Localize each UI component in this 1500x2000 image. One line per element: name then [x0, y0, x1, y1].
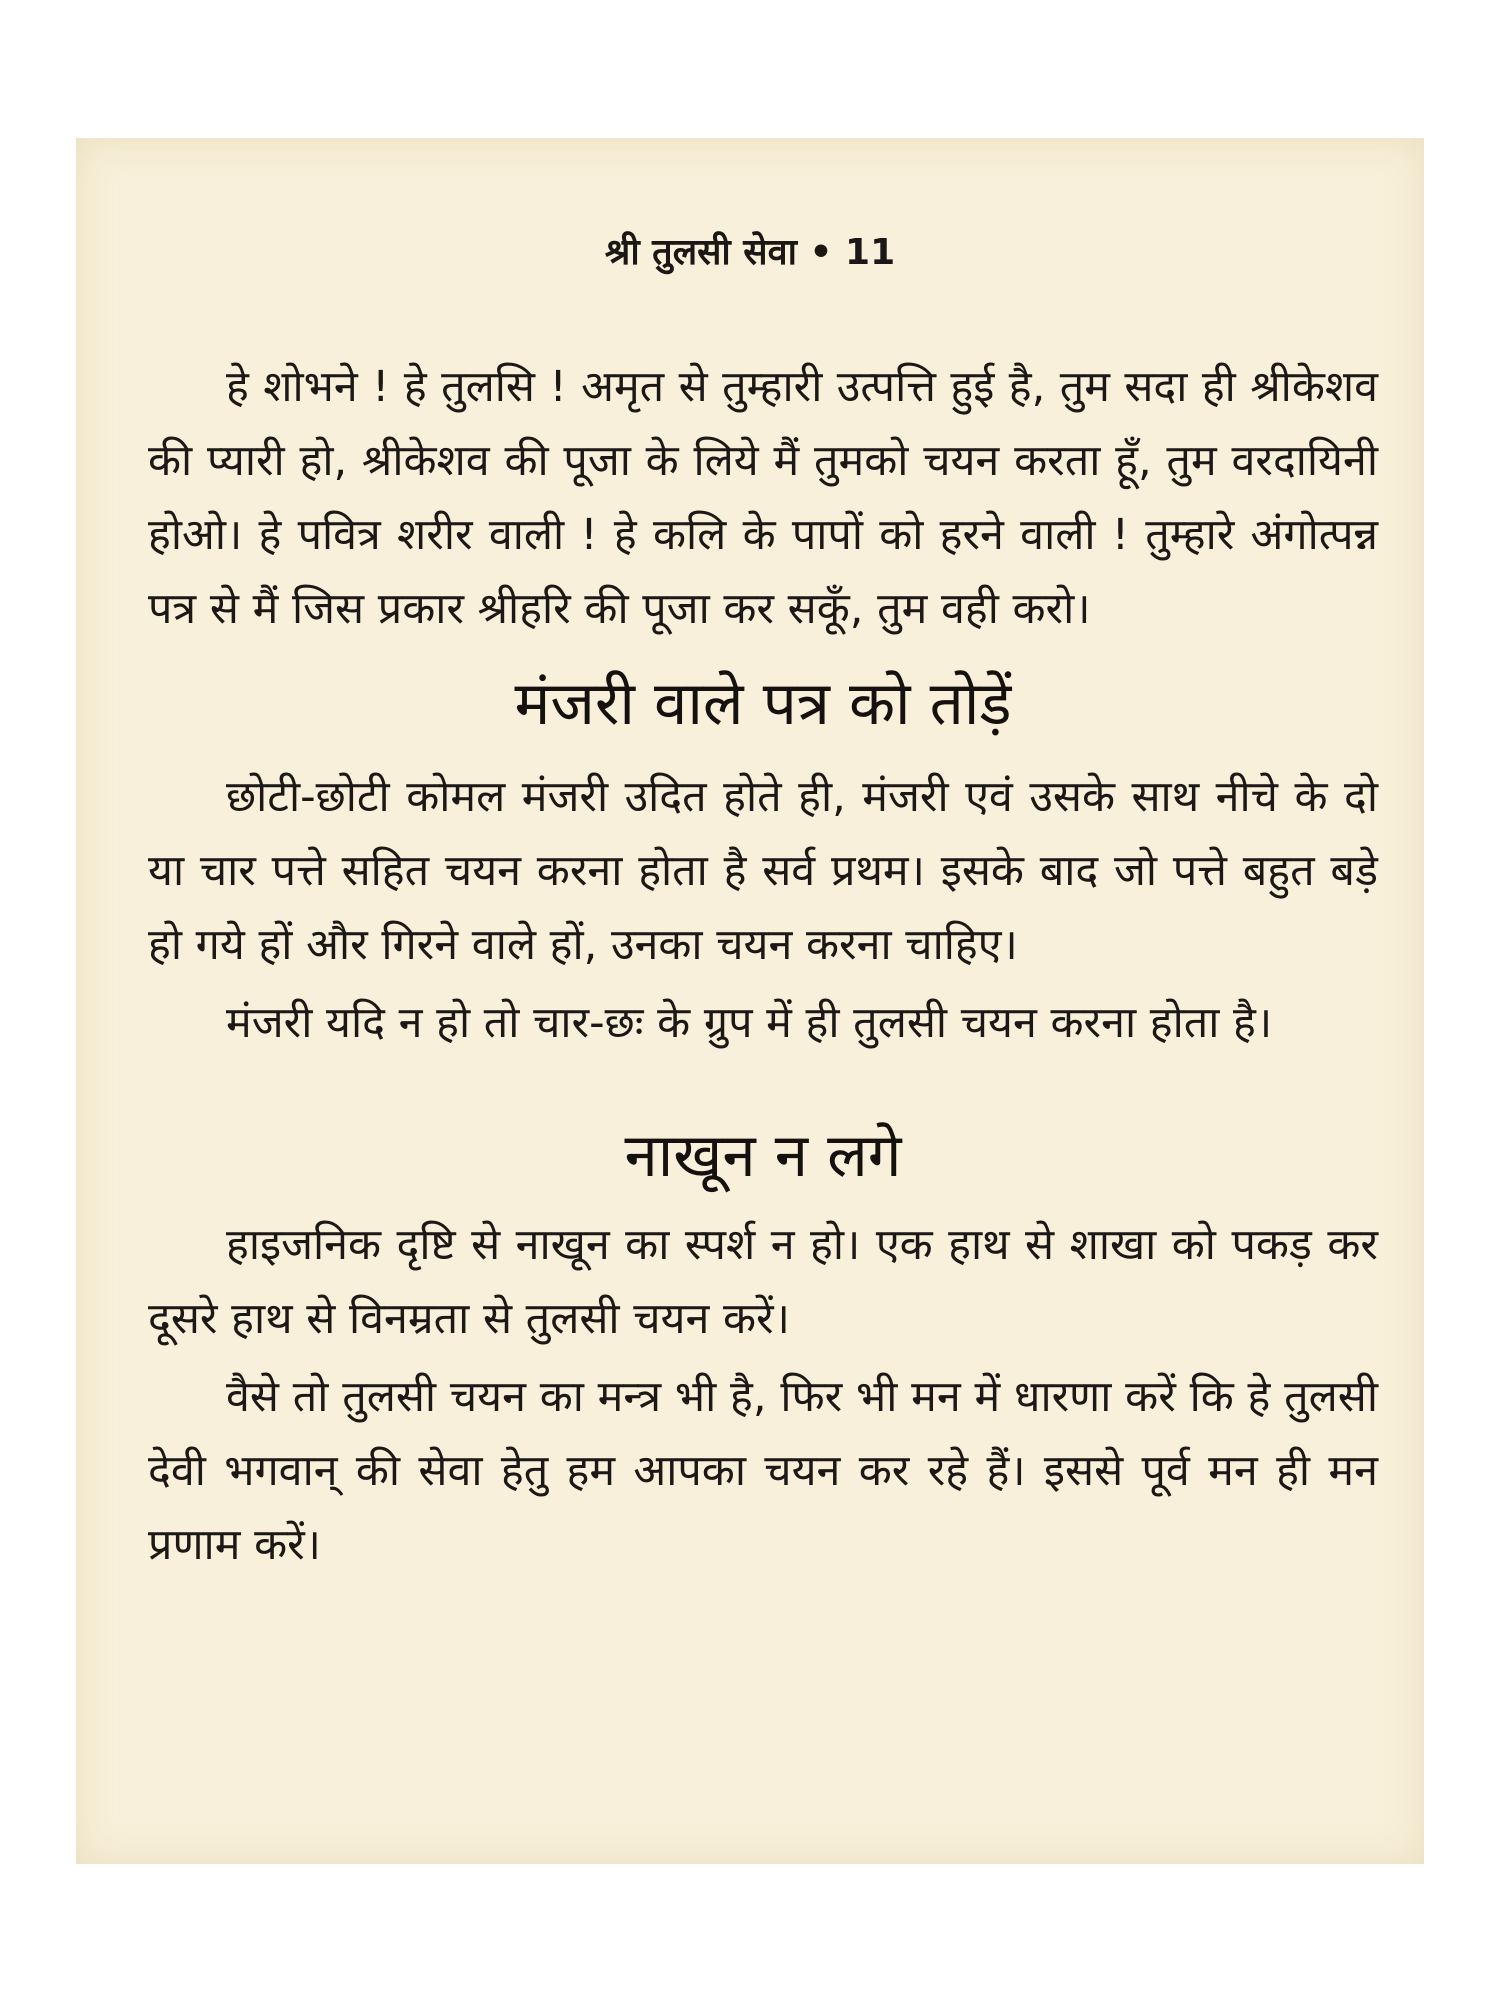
paragraph-nails-2: वैसे तो तुलसी चयन का मन्त्र भी है, फिर भी मन में धारणा करें कि हे तुलसी देवी भगवान् की सेवा हेतु हम आपका चयन कर रहे हैं। इससे पूर्व मन ही मन प्रणाम करें।: [148, 1372, 1378, 1570]
running-head: श्री तुलसी सेवा • 11: [604, 232, 896, 273]
section-heading-manjari: मंजरी वाले पत्र को तोड़ें: [514, 669, 1012, 739]
paragraph-manjari-1: छोटी-छोटी कोमल मंजरी उदित होते ही, मंजरी एवं उसके साथ नीचे के दो या चार पत्ते सहित चयन करना होता है सर्व प्रथम। इसके बाद जो पत्ते बहुत बड़े हो गये हों और गिरने वाले हों, उनका चयन करना चाहिए।: [148, 772, 1378, 970]
section-heading-nails: नाखून न लगे: [624, 1121, 902, 1191]
paragraph-manjari-2: मंजरी यदि न हो तो चार-छः के ग्रुप में ही तुलसी चयन करना होता है।: [226, 998, 1273, 1048]
paragraph-prayer: हे शोभने ! हे तुलसि ! अमृत से तुम्हारी उत्पत्ति हुई है, तुम सदा ही श्रीकेशव की प्यारी हो, श्रीकेशव की पूजा के लिये मैं तुमको चयन करता हूँ, तुम वरदायिनी होओ। हे पवित्र शरीर वाली ! हे कलि के पापों को हरने वाली ! तुम्हारे अंगोत्पन्न पत्र से मैं जिस प्रकार श्रीहरि की पूजा कर सकूँ, तुम वही करो।: [148, 362, 1378, 634]
book-page: [76, 138, 1424, 1864]
page-body: [148, 350, 1378, 1582]
paragraph-nails-1: हाइजनिक दृष्टि से नाखून का स्पर्श न हो। एक हाथ से शाखा को पकड़ कर दूसरे हाथ से विनम्रता से तुलसी चयन करें।: [148, 1220, 1378, 1344]
